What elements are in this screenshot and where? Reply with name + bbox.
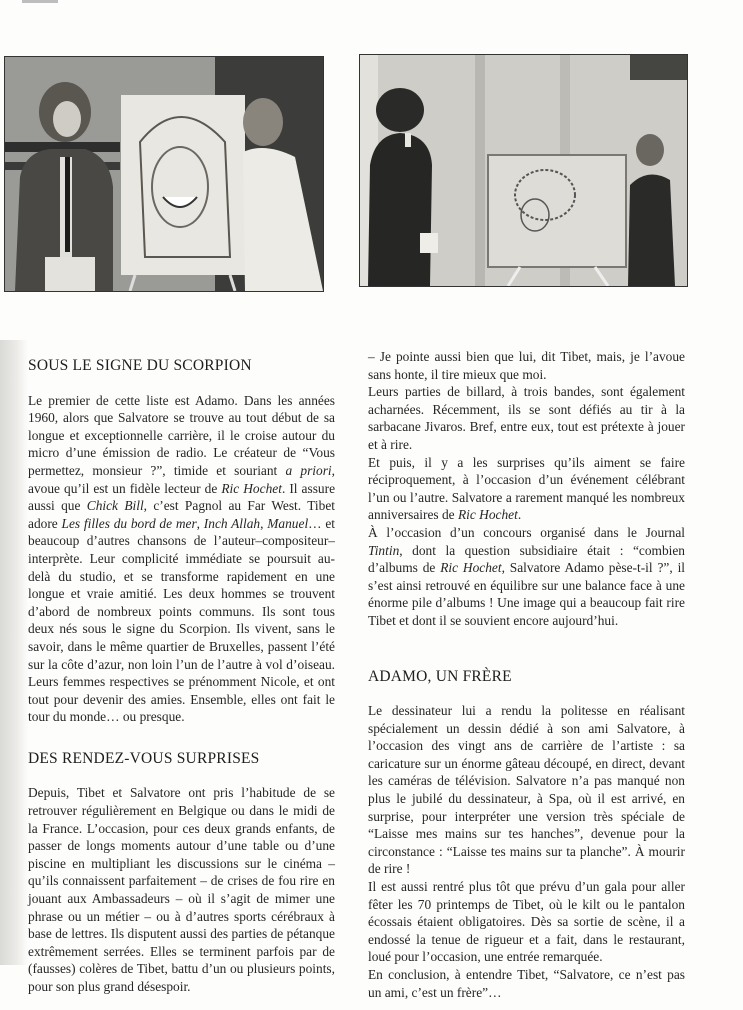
heading-sous-le-signe-du-scorpion: SOUS LE SIGNE DU SCORPION	[28, 357, 252, 374]
paragraph-rendezvous-1: Depuis, Tibet et Salvatore ont pris l’habitude de se retrouver régulièrement en Belgique ou dans le midi de la France. L’occasion, pour ces deux grands enfants, de passer de longs moments autour d’une table ou d’une piscine en multipliant les discussions sur le cinéma – qu’ils connaissent parfaitement – de crises de fou rire en jouant aux Ambassadeurs – où il s’agit de mimer une phrase ou un métier – ou à d’autres sports cérébraux à base de lettres. Ils disputent aussi des parties de pétanque extrêmement serrées. Elles se terminent parfois par de (fausses) colères de Tibet, battu d’un ou plusieurs points, pour son plus grand désespoir.	[28, 785, 335, 994]
article-column-right	[368, 348, 685, 1001]
heading-adamo-un-frere: ADAMO, UN FRÈRE	[368, 667, 512, 685]
photo-caricature-long-hair	[4, 56, 324, 292]
page-gutter-shadow	[0, 340, 28, 965]
paragraph-frere-2: Il est aussi rentré plus tôt que prévu d’un gala pour aller fêter les 70 printemps de Tibet, où le kilt ou le pantalon écossais étaient obligatoires. Dès sa sortie de scène, il a endossé la tenue de rigueur et a fait, dans le restaurant, loué pour l’occasion, une entrée remarquée.	[368, 879, 685, 965]
paragraph-concours: À l’occasion d’un concours organisé dans le Journal Tintin, dont la question subsidiaire était : “combien d’albums de Ric Hochet, Salvatore Adamo pèse-t-il ?”, il s’est ainsi retrouvé en équilibre sur une balance face à une énorme pile d’albums ! Une image qui a beaucoup fait rire Tibet et dont il se souvient encore aujourd’hui.	[368, 524, 686, 628]
page-edge-mark	[22, 0, 58, 3]
paragraph-surprises: Et puis, il y a les surprises qu’ils aiment se faire réciproquement, à l’occasion d’un événement célébrant l’un ou l’autre. Salvatore a rarement manqué les nombreux anniversaires de Ric Hochet.	[368, 454, 685, 523]
paragraph-frere-1: Le dessinateur lui a rendu la politesse en réalisant spécialement un dessin dédié à son ami Salvatore, à l’occasion des vingt ans de carrière de l’artiste : sa caricature sur un énorme gâteau découpé, en direct, devant les caméras de télévision. Salvatore n’a pas manqué non plus le jubilé du dessinateur, à Spa, où il est arrivé, en surprise, pour interpréter une version très spéciale de “Laisse mes mains sur tes hanches”, devenue pour la circonstance : “Laisse tes mains sur ta planche”. À mourir de rire !	[368, 703, 685, 877]
paragraph-frere-3: En conclusion, à entendre Tibet, “Salvatore, ce n’est pas un ami, c’est un frère”…	[368, 967, 685, 1000]
heading-des-rendez-vous-surprises: DES RENDEZ-VOUS SURPRISES	[28, 749, 260, 767]
paragraph-scorpion: Le premier de cette liste est Adamo. Dans les années 1960, alors que Salvatore se trouve au tout début de sa longue et exceptionnelle carrière, il le croise autour du micro d’une émission de radio. Le créateur de “Vous permettez, monsieur ?”, timide et souriant a priori, avoue qu’il est un fidèle lecteur de Ric Hochet. Il assure aussi que Chick Bill, c’est Pagnol au Far West. Tibet adore Les filles du bord de mer, Inch Allah, Manuel… et beaucoup d’autres chansons de l’auteur–compositeur–interprète. Leur complicité immédiate se poursuit au-delà du studio, et se transforme rapidement en une longue et vraie amitié. Les deux hommes se trouvent d’abord de nombreux points communs. Ils sont tous deux nés sous le signe du Scorpion. Ils vivent, sans le savoir, dans le même quartier de Bruxelles, passent l’été sur la côte d’azur, non loin l’un de l’autre à vol d’oiseau. Leurs femmes respectives se prénomment Nicole, et ont tout pour devenir des amies. Ensemble, elles ont fait le tour du monde… ou presque.	[28, 392, 336, 725]
photo-right-illustration	[360, 55, 687, 286]
article-column-left	[28, 357, 335, 996]
paragraph-billard: Leurs parties de billard, à trois bandes, sont également acharnées. Récemment, ils se sont défiés au tir à la sarbacane Jivaros. Bref, entre eux, tout est prétexte à jouer et à rire.	[368, 384, 685, 452]
paragraph-quote-tibet: – Je pointe aussi bien que lui, dit Tibet, mais, je l’avoue sans honte, il tire mieux que moi.	[368, 349, 685, 382]
photo-left-illustration	[5, 57, 323, 291]
photo-caricature-curly-hair	[359, 54, 688, 287]
